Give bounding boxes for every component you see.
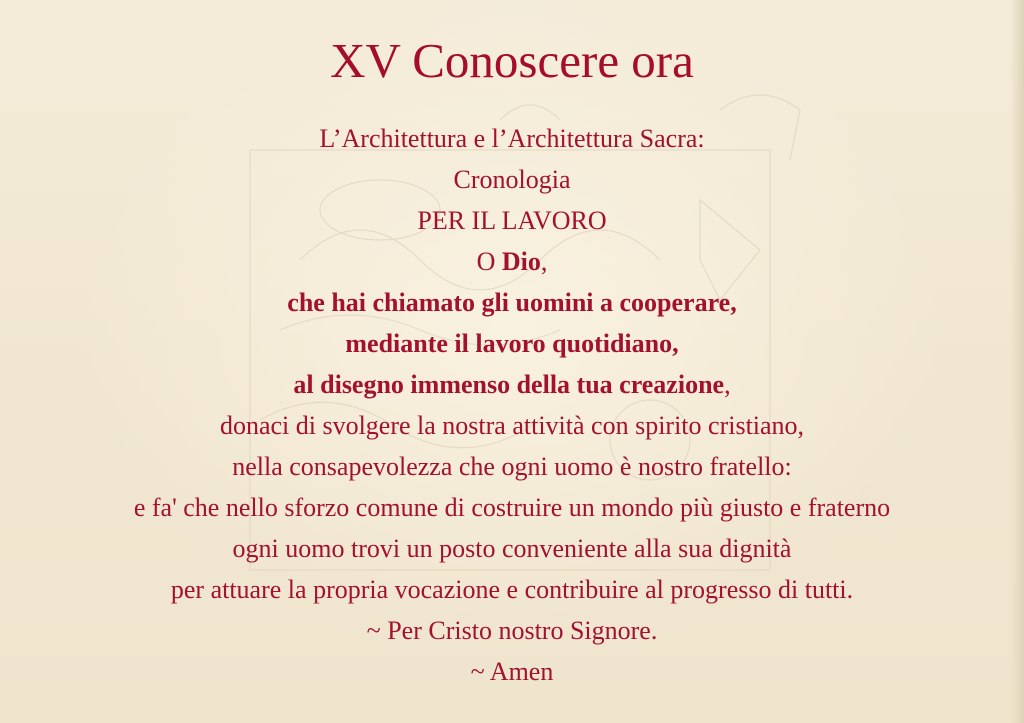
bold-line-2-text: mediante il lavoro quotidiano, bbox=[345, 329, 679, 358]
page-title: XV Conoscere ora bbox=[330, 33, 694, 88]
bold-line-3-text: al disegno immenso della tua creazione bbox=[293, 370, 725, 399]
bold-line-2 bbox=[0, 323, 1024, 364]
prayer-heading: PER IL LAVORO bbox=[417, 206, 607, 235]
closing-line: ~ Per Cristo nostro Signore. bbox=[366, 616, 658, 645]
prayer-line-4: ogni uomo trovi un posto conveniente alla sua dignità bbox=[232, 534, 792, 563]
bold-line-1 bbox=[0, 282, 1024, 323]
invocation-dio: Dio bbox=[501, 247, 541, 276]
bold-line-3 bbox=[0, 364, 1024, 405]
bold-line-3-comma: , bbox=[724, 370, 731, 399]
invocation-comma: , bbox=[540, 247, 548, 276]
cronologia-line: Cronologia bbox=[453, 165, 571, 194]
prayer-line-5: per attuare la propria vocazione e contribuire al progresso di tutti. bbox=[170, 575, 854, 604]
prayer-text bbox=[0, 118, 1024, 692]
subtitle-line: L’Architettura e l’Architettura Sacra: bbox=[319, 124, 705, 153]
prayer-line-1: donaci di svolgere la nostra attività con spirito cristiano, bbox=[219, 411, 805, 440]
prayer-line-3: e fa' che nello sforzo comune di costruire un mondo più giusto e fraterno bbox=[133, 493, 891, 522]
invocation-o: O bbox=[476, 247, 502, 276]
invocation-line bbox=[0, 241, 1024, 282]
prayer-line-2: nella consapevolezza che ogni uomo è nostro fratello: bbox=[232, 452, 792, 481]
amen-line: ~ Amen bbox=[470, 657, 554, 686]
bold-line-1-text: che hai chiamato gli uomini a cooperare, bbox=[287, 288, 737, 317]
